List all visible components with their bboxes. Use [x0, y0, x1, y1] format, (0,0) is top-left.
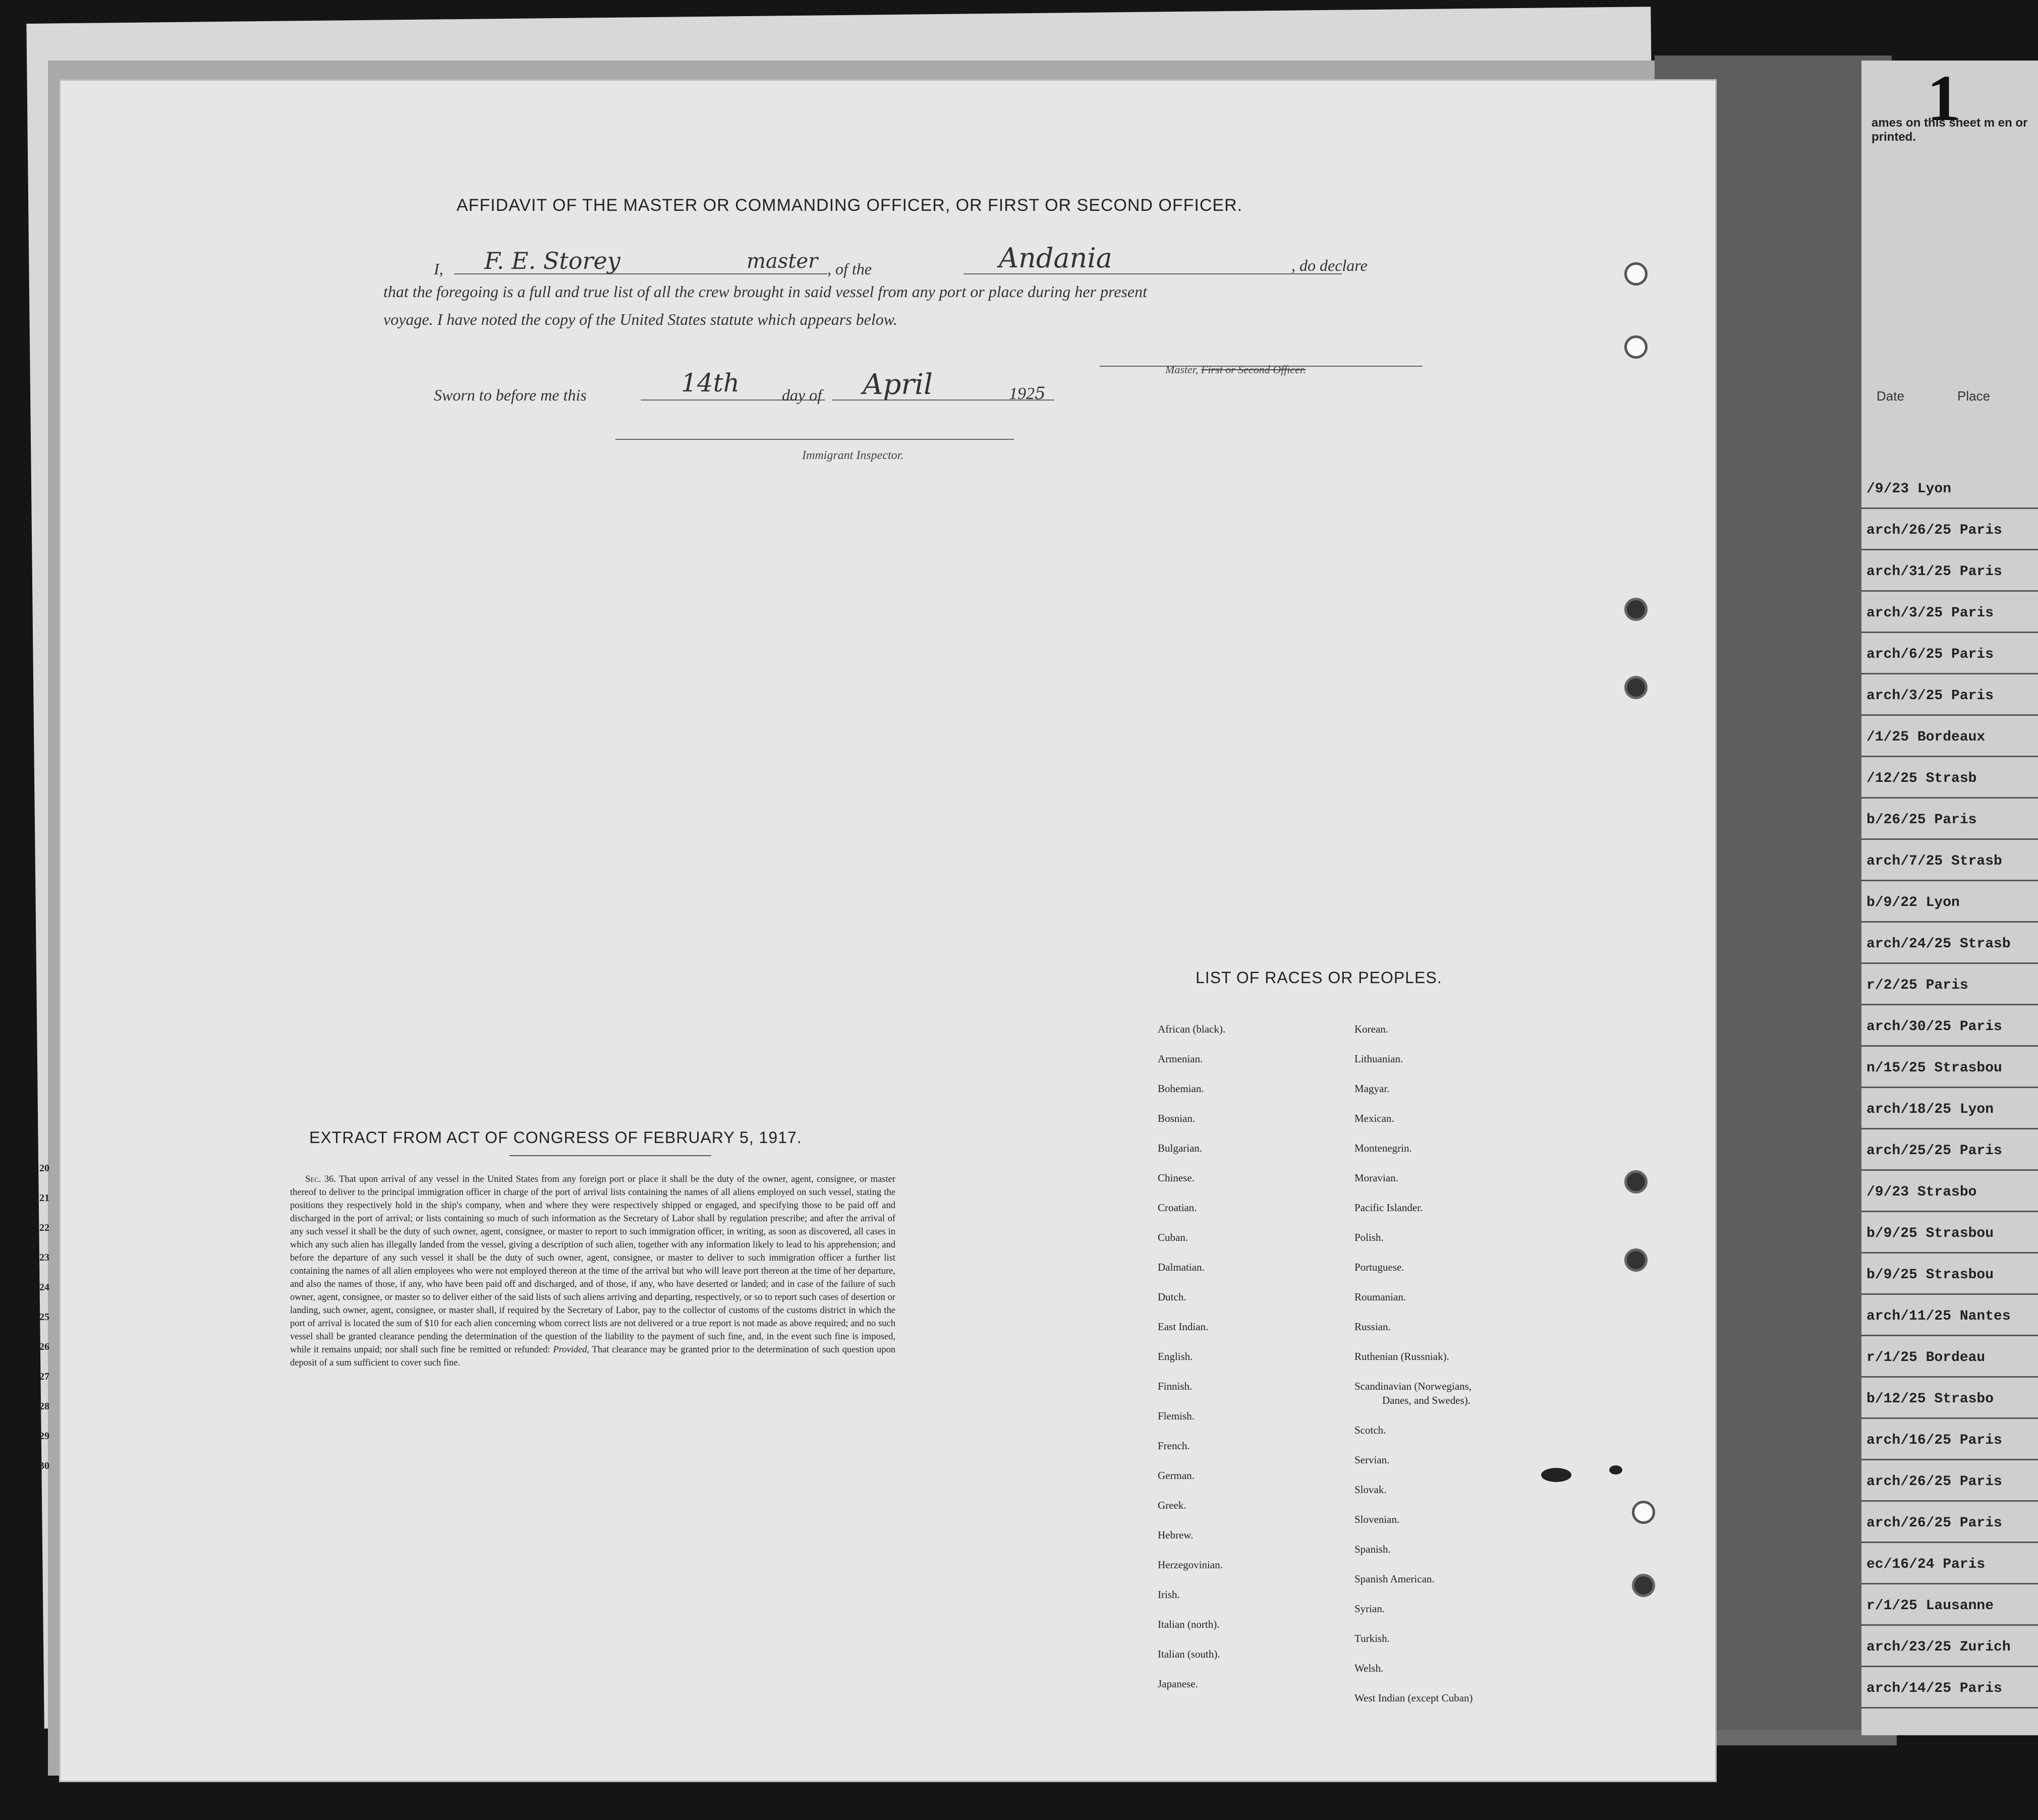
race-item: Bosnian.: [1158, 1112, 1196, 1124]
race-item: Slovak.: [1354, 1484, 1387, 1496]
manifest-row-text: /1/25 Bordeaux: [1866, 729, 1986, 745]
race-item: West Indian (except Cuban): [1354, 1692, 1473, 1704]
margin-number: 20: [39, 1163, 49, 1174]
punch-hole: [1624, 1248, 1648, 1272]
manifest-row-text: arch/3/25 Paris: [1866, 688, 1994, 704]
manifest-row: [1861, 929, 2038, 964]
signature-caption: [1165, 363, 1306, 376]
race-item: Chinese.: [1158, 1172, 1195, 1184]
manifest-row: [1861, 888, 2038, 923]
margin-number: 21: [39, 1192, 49, 1204]
race-item: Cuban.: [1158, 1231, 1188, 1243]
margin-number: 26: [39, 1341, 49, 1352]
manifest-row-text: arch/6/25 Paris: [1866, 647, 1994, 662]
manifest-row-text: ec/16/24 Paris: [1866, 1557, 1986, 1572]
manifest-row: [1861, 1136, 2038, 1171]
manifest-row: [1861, 1384, 2038, 1419]
manifest-row-text: /12/25 Strasb: [1866, 771, 1977, 786]
manifest-row: [1861, 805, 2038, 840]
race-item: Roumanian.: [1354, 1291, 1406, 1303]
race-item: Lithuanian.: [1354, 1053, 1403, 1065]
sworn-month: April: [863, 368, 933, 401]
race-item: German.: [1158, 1469, 1195, 1482]
race-item: African (black).: [1158, 1023, 1226, 1035]
race-item: Servian.: [1354, 1454, 1390, 1466]
manifest-row-text: n/15/25 Strasbou: [1866, 1060, 2002, 1076]
race-item: Welsh.: [1354, 1662, 1384, 1674]
manifest-row: [1861, 1591, 2038, 1626]
race-item: Mexican.: [1354, 1112, 1394, 1124]
manifest-row-text: arch/31/25 Paris: [1866, 564, 2002, 580]
manifest-row-text: arch/26/25 Paris: [1866, 1515, 2002, 1531]
race-item: Pacific Islander.: [1354, 1202, 1423, 1214]
race-item: Montenegrin.: [1354, 1142, 1412, 1154]
manifest-sheet: [1861, 61, 2038, 1735]
margin-number: 28: [39, 1401, 49, 1412]
manifest-row: [1861, 764, 2038, 799]
manifest-col-date: Date: [1877, 388, 1904, 404]
manifest-header-note: ames on this sheet m en or printed.: [1872, 116, 2028, 144]
sworn-text: Sworn to before me this: [434, 386, 587, 404]
manifest-row-text: /9/23 Lyon: [1866, 481, 1952, 497]
race-item: French.: [1158, 1440, 1190, 1452]
manifest-row-text: b/9/25 Strasbou: [1866, 1226, 1994, 1241]
manifest-row-text: arch/23/25 Zurich: [1866, 1639, 2011, 1655]
race-item: Hebrew.: [1158, 1529, 1194, 1541]
race-item: Spanish American.: [1354, 1573, 1435, 1585]
ink-blot: [1609, 1465, 1622, 1474]
signature-caption-prefix: Master,: [1165, 363, 1199, 376]
manifest-row-text: r/2/25 Paris: [1866, 978, 1968, 993]
affidavit-i-label: I,: [434, 260, 443, 278]
race-item: Scandinavian (Norwegians,: [1354, 1380, 1472, 1392]
extract-section-label: Sec. 36.: [305, 1174, 336, 1184]
manifest-row-text: arch/25/25 Paris: [1866, 1143, 2002, 1159]
punch-hole: [1624, 1170, 1648, 1193]
manifest-row: [1861, 1177, 2038, 1212]
of-the-label: , of the: [827, 260, 872, 278]
manifest-row: [1861, 1301, 2038, 1336]
manifest-row: [1861, 1426, 2038, 1460]
sworn-year-hand: 5: [1035, 383, 1046, 404]
race-item: Bohemian.: [1158, 1083, 1204, 1095]
race-item: Moravian.: [1354, 1172, 1398, 1184]
manifest-row: [1861, 516, 2038, 550]
inspector-caption: Immigrant Inspector.: [802, 449, 904, 462]
margin-number: 27: [39, 1371, 49, 1382]
manifest-row: [1861, 598, 2038, 633]
manifest-row: [1861, 681, 2038, 716]
manifest-row: [1861, 1508, 2038, 1543]
sheet-number: 1: [1927, 62, 1960, 135]
race-item: Italian (north).: [1158, 1618, 1220, 1630]
race-item: Greek.: [1158, 1499, 1186, 1511]
manifest-row-text: arch/14/25 Paris: [1866, 1681, 2002, 1696]
races-title: LIST OF RACES OR PEOPLES.: [1196, 969, 1442, 987]
affidavit-title: AFFIDAVIT OF THE MASTER OR COMMANDING OFFICER, OR FIRST OR SECOND OFFICER.: [457, 196, 1243, 215]
race-item: Flemish.: [1158, 1410, 1195, 1422]
race-item: Armenian.: [1158, 1053, 1203, 1065]
race-item: Croatian.: [1158, 1202, 1197, 1214]
manifest-row: [1861, 1095, 2038, 1129]
manifest-row-text: b/9/25 Strasbou: [1866, 1267, 1994, 1283]
race-item: Russian.: [1354, 1321, 1391, 1333]
punch-hole: [1624, 335, 1648, 359]
manifest-row-text: b/9/22 Lyon: [1866, 895, 1960, 911]
manifest-row-text: /9/23 Strasbo: [1866, 1184, 1977, 1200]
race-item: East Indian.: [1158, 1321, 1209, 1333]
manifest-row: [1861, 1550, 2038, 1584]
sworn-day: 14th: [681, 368, 740, 397]
race-item: Korean.: [1354, 1023, 1389, 1035]
manifest-row-text: arch/18/25 Lyon: [1866, 1102, 1994, 1117]
margin-number: 22: [39, 1222, 49, 1233]
manifest-row-text: arch/30/25 Paris: [1866, 1019, 2002, 1035]
extract-body: [290, 1173, 895, 1370]
manifest-row-text: arch/7/25 Strasb: [1866, 854, 2002, 869]
race-item: Danes, and Swedes).: [1382, 1394, 1470, 1406]
manifest-row-text: r/1/25 Lausanne: [1866, 1598, 1994, 1614]
manifest-row-text: arch/3/25 Paris: [1866, 605, 1994, 621]
race-item: Polish.: [1354, 1231, 1384, 1243]
manifest-row-text: arch/24/25 Strasb: [1866, 936, 2011, 952]
affidavit-line-2: that the foregoing is a full and true list of all the crew brought in said vessel from any port or place during her present: [383, 282, 1147, 301]
race-item: Magyar.: [1354, 1083, 1390, 1095]
manifest-row: [1861, 1012, 2038, 1047]
manifest-row: [1861, 557, 2038, 592]
extract-provided: Provided,: [553, 1345, 590, 1355]
manifest-row-text: r/1/25 Bordeau: [1866, 1350, 1986, 1366]
extract-rule: [510, 1155, 711, 1156]
race-item: Scotch.: [1354, 1424, 1386, 1436]
manifest-row: [1861, 1674, 2038, 1709]
do-declare-label: , do declare: [1291, 256, 1368, 274]
race-item: Ruthenian (Russniak).: [1354, 1350, 1449, 1362]
manifest-row-text: b/26/25 Paris: [1866, 812, 1977, 828]
officer-name: F. E. Storey: [484, 247, 620, 274]
margin-number: 29: [39, 1431, 49, 1442]
race-item: English.: [1158, 1350, 1193, 1362]
extract-text: That upon arrival of any vessel in the United States from any foreign port or place it shall be the duty of the owner, agent, consignee, or master thereof to deliver to the principal immigration officer in charge of the port of arrival lists containing the names of all aliens employed on such vessel, stating the positions they respectively hold in the ship's company, when and where they were respectively shipped or engaged, and specifying those to be paid off and discharged in the port of arrival; or lists containing so much of such information as the Secretary of Labor shall by regulation prescribe; and after the arrival of any such vessel it shall be the duty of such owner, agent, consignee, or master to report to such immigration officer, in writing, as soon as discovered, all cases in which any such alien has illegally landed from the vessel, giving a description of such alien, together with any information likely to lead to his apprehension; and before the departure of any such vessel it shall be the duty of such owner, agent, consignee, or master to deliver to such immigration officer a further list containing the names of all alien employees who were not employed thereon at the time of the arrival but who will leave port thereon at the time of her departure, and also the names of those, if any, who have been paid off and discharged, and of those, if any, who have deserted or landed; and in case of the failure of such owner, agent, consignee, or master so to deliver either of the said lists of such aliens arriving and departing, respectively, or so to report such cases of desertion or landing, such owner, agent, consignee, or master shall, if required by the Secretary of Labor, pay to the collector of customs of the customs district in which the port of arrival is located the sum of $10 for each alien concerning whom correct lists are not delivered or a true report is not made as above required; and no such vessel shall be granted clearance pending the determination of the question of the liability to the payment of such fine, and, in the event such fine is imposed, while it remains unpaid; nor shall such fine be remitted or refunded:: [290, 1174, 895, 1355]
margin-number: 23: [39, 1252, 49, 1263]
manifest-row: [1861, 474, 2038, 509]
race-item: Spanish.: [1354, 1543, 1391, 1555]
manifest-row: [1861, 846, 2038, 881]
race-item: Herzegovinian.: [1158, 1559, 1223, 1571]
punch-hole: [1624, 598, 1648, 621]
day-of-label: day of: [782, 386, 822, 404]
race-item: Turkish.: [1354, 1632, 1390, 1644]
margin-number: 24: [39, 1282, 49, 1293]
race-item: Slovenian.: [1354, 1513, 1400, 1525]
officer-rank: master: [747, 250, 818, 273]
race-item: Italian (south).: [1158, 1648, 1220, 1660]
margin-number: 25: [39, 1312, 49, 1323]
manifest-row: [1861, 640, 2038, 674]
manifest-row-text: arch/26/25 Paris: [1866, 1474, 2002, 1490]
extract-text-end: That clearance may be granted prior to the determination of such question upon deposit of a sum sufficient to cover such fine.: [290, 1345, 896, 1368]
manifest-row: [1861, 971, 2038, 1005]
punch-hole: [1624, 262, 1648, 286]
vessel-name: Andania: [999, 242, 1112, 274]
signature-caption-struck: First or Second Officer.: [1201, 363, 1306, 376]
manifest-row-text: arch/26/25 Paris: [1866, 523, 2002, 538]
manifest-row: [1861, 1343, 2038, 1378]
affidavit-line-3: voyage. I have noted the copy of the United States statute which appears below.: [383, 310, 897, 328]
punch-hole: [1624, 676, 1648, 699]
margin-number: 30: [39, 1460, 49, 1471]
sworn-year: [1009, 383, 1046, 404]
manifest-row-text: arch/11/25 Nantes: [1866, 1309, 2011, 1324]
race-item: Bulgarian.: [1158, 1142, 1203, 1154]
punch-hole: [1632, 1574, 1655, 1597]
extract-title: EXTRACT FROM ACT OF CONGRESS OF FEBRUARY 5, 1917.: [309, 1128, 802, 1147]
manifest-row: [1861, 1467, 2038, 1502]
manifest-col-place: Place: [1957, 388, 1991, 404]
manifest-row: [1861, 1219, 2038, 1254]
race-item: Portuguese.: [1354, 1261, 1404, 1273]
race-item: Irish.: [1158, 1588, 1180, 1601]
race-item: Dutch.: [1158, 1291, 1186, 1303]
race-item: Japanese.: [1158, 1678, 1198, 1690]
manifest-row-text: b/12/25 Strasbo: [1866, 1391, 1994, 1407]
manifest-row-text: arch/16/25 Paris: [1866, 1433, 2002, 1448]
affidavit-page: [61, 81, 1715, 1781]
manifest-row: [1861, 1260, 2038, 1295]
race-item: Syrian.: [1354, 1603, 1385, 1615]
ink-blot: [1541, 1468, 1571, 1482]
inspector-line: [615, 434, 1014, 440]
punch-hole: [1632, 1501, 1655, 1524]
manifest-row: [1861, 1632, 2038, 1667]
race-item: Dalmatian.: [1158, 1261, 1205, 1273]
sworn-year-printed: 192: [1009, 384, 1035, 403]
race-item: Finnish.: [1158, 1380, 1193, 1392]
manifest-row: [1861, 1053, 2038, 1088]
manifest-row: [1861, 722, 2038, 757]
